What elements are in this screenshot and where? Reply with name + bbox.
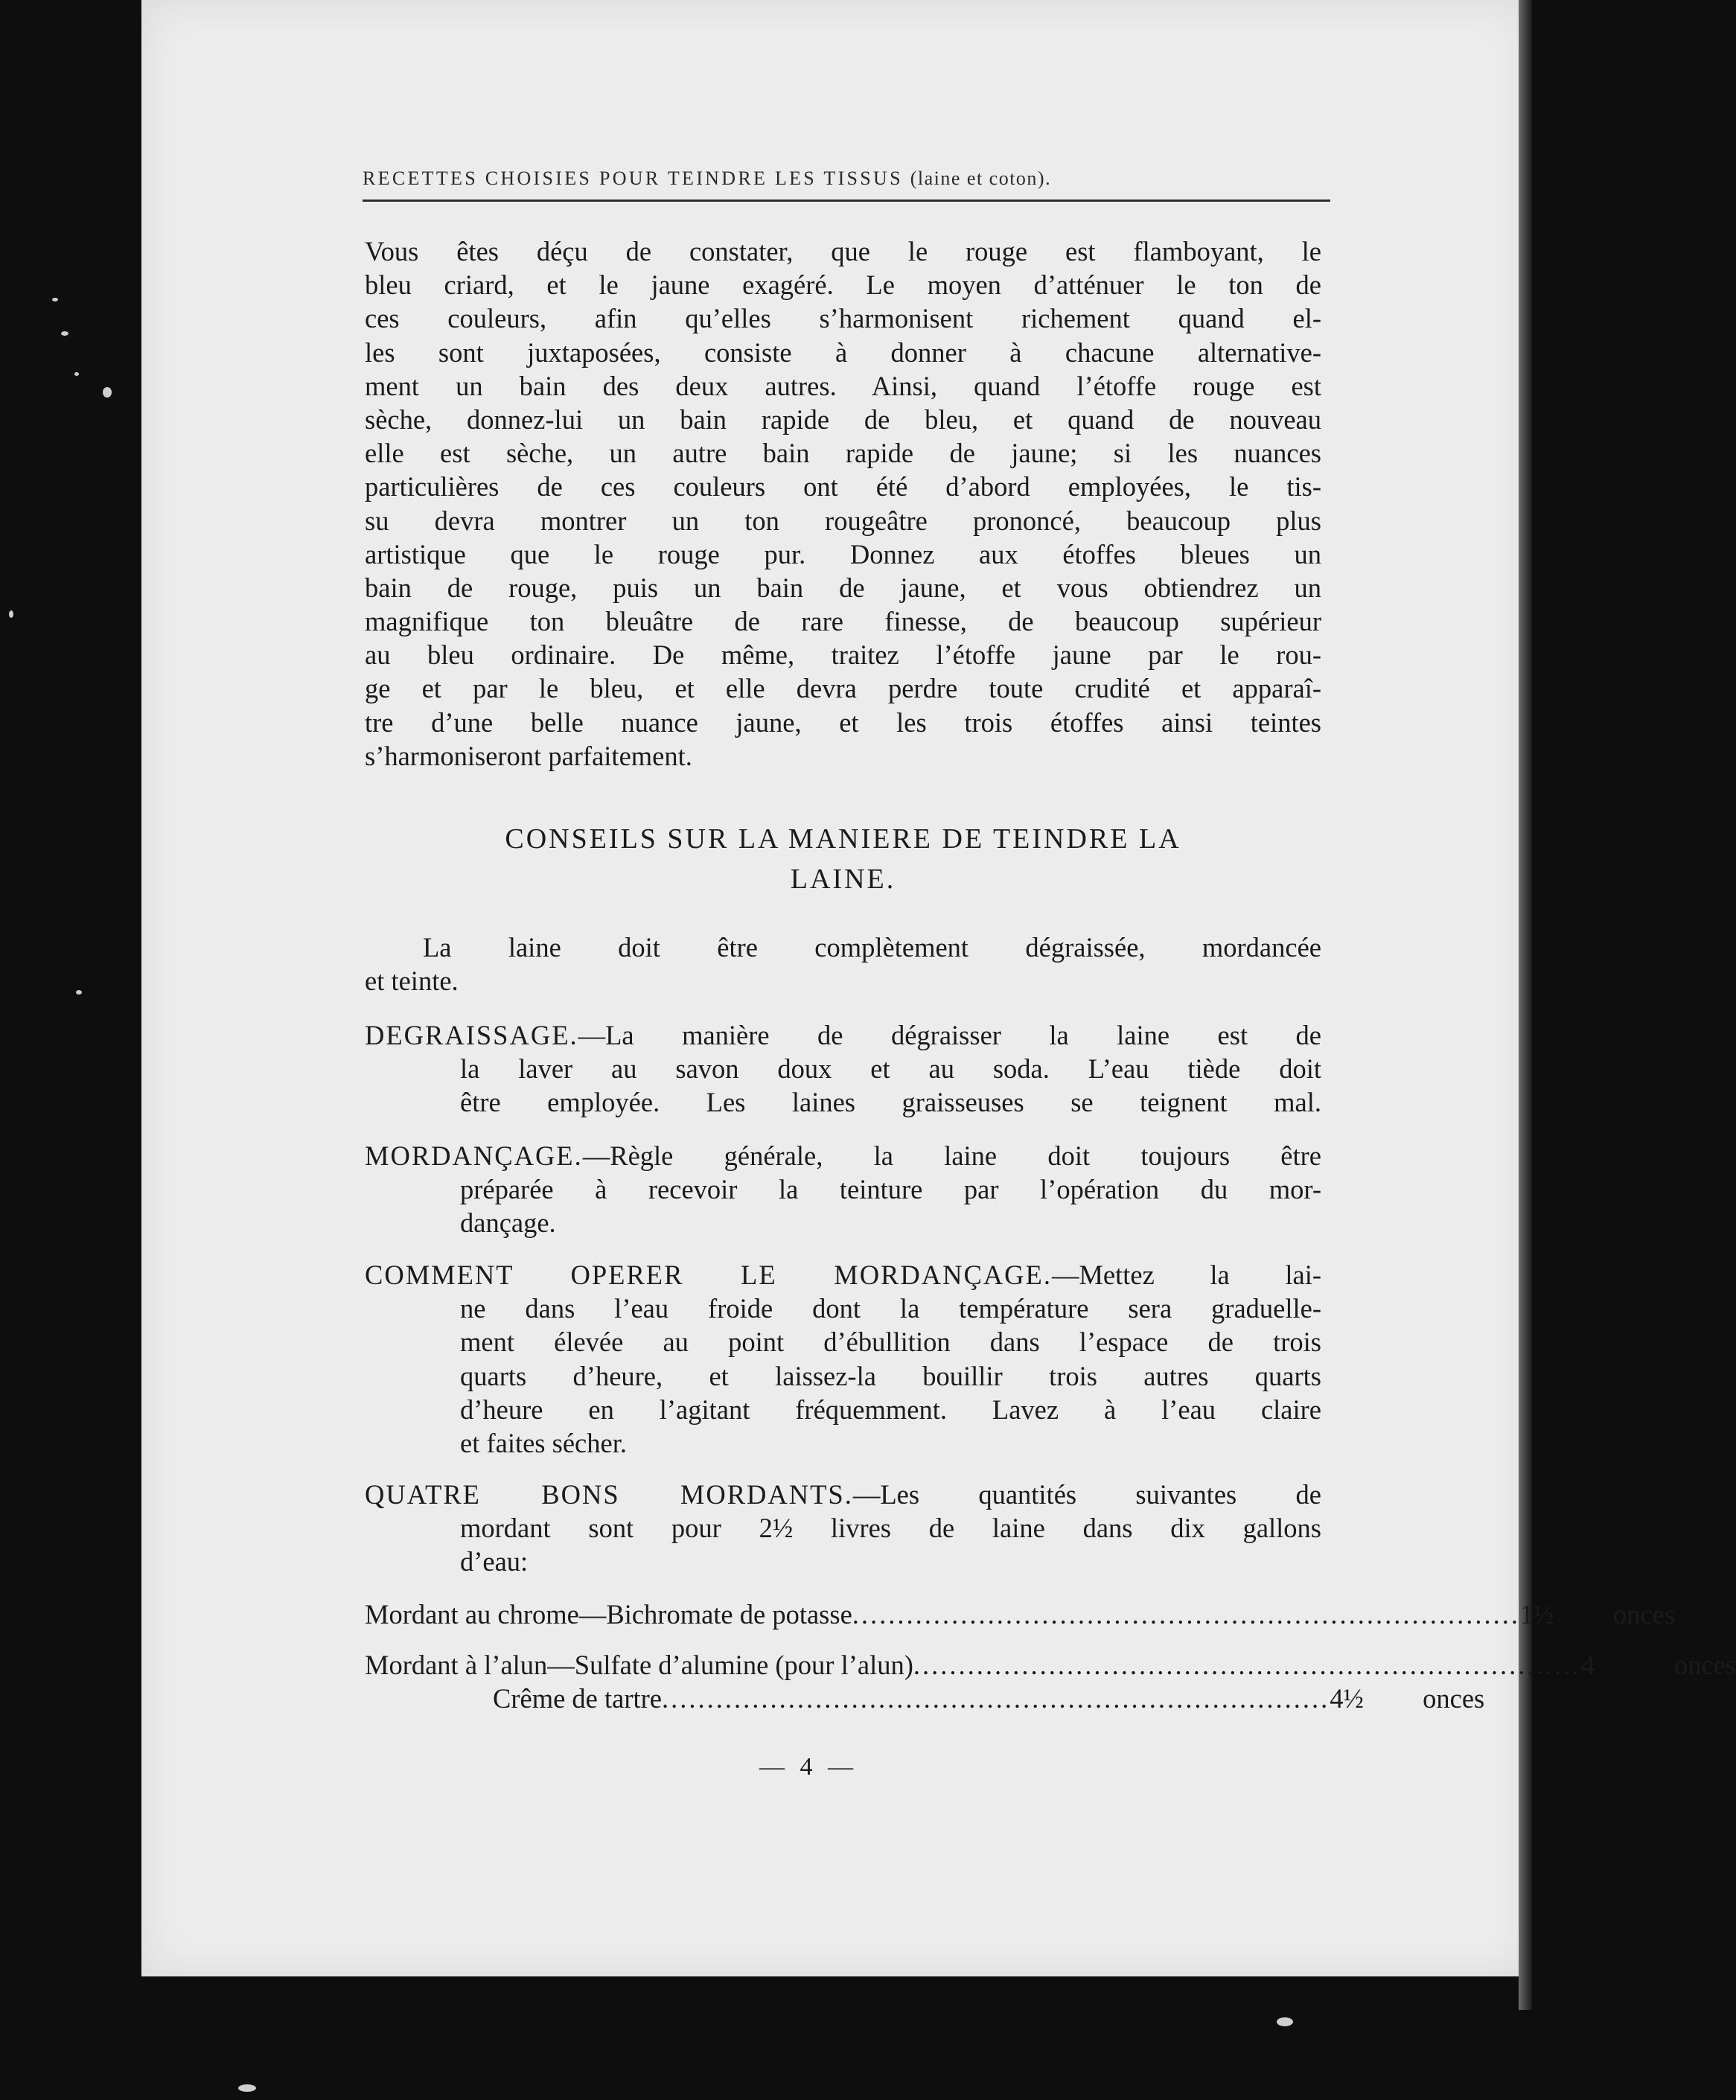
mordant-row-alun xyxy=(365,1648,1736,1682)
paragraph-line: sèche, donnez-lui un bain rapide de bleu, et quand de nouveau xyxy=(365,403,1321,435)
mordant-quantity: 4½ xyxy=(1330,1683,1364,1714)
paragraph-line: elle est sèche, un autre bain rapide de jaune; si les nuances xyxy=(365,438,1321,469)
paragraph-line: au bleu ordinaire. De même, traitez l’étoffe jaune par le rou- xyxy=(365,639,1321,671)
entry-line: être employée. Les laines graisseuses se teignent mal. xyxy=(460,1087,1321,1118)
paragraph-line: tre d’une belle nuance jaune, et les trois étoffes ainsi teintes xyxy=(365,706,1321,738)
paragraph-line: s’harmoniseront parfaitement. xyxy=(365,740,692,771)
mordant-label: Crême de tartre xyxy=(493,1683,662,1714)
entry-text: —La manière de dégraisser la laine est de xyxy=(578,1020,1321,1050)
header-rule xyxy=(363,200,1330,202)
entry-line: mordant sont pour 2½ livres de laine dans dix gallons xyxy=(460,1513,1321,1544)
entry-line: et faites sécher. xyxy=(460,1427,627,1458)
intro-paragraph xyxy=(365,234,1321,773)
leader-dots: .......................................................................... xyxy=(852,1599,1521,1630)
entry-text: —Les quantités suivantes de xyxy=(852,1479,1321,1510)
leader-dots: .......................................................................... xyxy=(661,1683,1330,1714)
paragraph-line: artistique que le rouge pur. Donnez aux étoffes bleues un xyxy=(365,538,1321,569)
entry-line: d’heure en l’agitant fréquemment. Lavez à l’eau claire xyxy=(460,1394,1321,1425)
paragraph-line: ge et par le bleu, et elle devra perdre toute crudité et apparaî- xyxy=(365,673,1321,704)
entry-line: la laver au savon doux et au soda. L’eau tiède doit xyxy=(460,1053,1321,1085)
section-heading-line: CONSEILS SUR LA MANIERE DE TEINDRE LA xyxy=(505,823,1181,855)
entry-line: ment élevée au point d’ébullition dans l’espace de trois xyxy=(460,1327,1321,1358)
paragraph-line: bain de rouge, puis un bain de jaune, et vous obtiendrez un xyxy=(365,572,1321,603)
entry-first-line xyxy=(365,1139,1321,1172)
paragraph-line: et teinte. xyxy=(365,966,459,997)
paragraph-line: les sont juxtaposées, consiste à donner à chacune alternative- xyxy=(365,336,1321,368)
mordant-label: Mordant à l’alun—Sulfate d’alumine (pour l’alun) xyxy=(365,1650,913,1680)
entry-comment-operer xyxy=(365,1258,1321,1460)
section-heading xyxy=(365,819,1321,899)
entry-mordancage xyxy=(365,1139,1321,1240)
entry-line: ne dans l’eau froide dont la température sera graduelle- xyxy=(460,1293,1321,1324)
running-head-title: RECETTES CHOISIES POUR TEINDRE LES TISSUS xyxy=(363,167,903,189)
entry-degraissage xyxy=(365,1018,1321,1120)
paragraph-line: ment un bain des deux autres. Ainsi, quand l’étoffe rouge est xyxy=(365,370,1321,401)
entry-term: COMMENT OPERER LE MORDANÇAGE. xyxy=(365,1260,1052,1290)
paragraph-line: su devra montrer un ton rougeâtre prononcé, beaucoup plus xyxy=(365,505,1321,536)
wool-paragraph xyxy=(365,931,1321,998)
entry-line: dançage. xyxy=(460,1207,556,1239)
entry-first-line xyxy=(365,1478,1321,1511)
entry-text: —Règle générale, la laine doit toujours être xyxy=(582,1140,1321,1171)
running-head-qualifier: (laine et coton). xyxy=(910,167,1052,189)
mordant-unit: onces xyxy=(1423,1683,1485,1714)
entry-term: QUATRE BONS MORDANTS. xyxy=(365,1479,853,1510)
entry-quatre-bons-mordants xyxy=(365,1478,1321,1579)
paragraph-line: magnifique ton bleuâtre de rare finesse, de beaucoup supérieur xyxy=(365,606,1321,637)
mordant-quantity: 4 xyxy=(1581,1650,1595,1680)
mordant-unit: onces xyxy=(1674,1650,1736,1680)
mordant-quantity: 1½ xyxy=(1520,1599,1554,1630)
entry-first-line xyxy=(365,1018,1321,1052)
section-heading-line: LAINE. xyxy=(790,864,896,895)
mordant-label: Mordant au chrome—Bichromate de potasse xyxy=(365,1599,852,1630)
entry-first-line xyxy=(365,1258,1321,1292)
running-head xyxy=(363,167,1341,190)
paragraph-line: bleu criard, et le jaune exagéré. Le moyen d’atténuer le ton de xyxy=(365,269,1321,301)
entry-line: quarts d’heure, et laissez-la bouillir trois autres quarts xyxy=(460,1360,1321,1391)
leader-dots: .......................................................................... xyxy=(913,1650,1582,1680)
entry-term: DEGRAISSAGE. xyxy=(365,1020,578,1050)
mordant-row-creme-de-tartre xyxy=(365,1682,1485,1715)
paragraph-line: La laine doit être complètement dégraissée, mordancée xyxy=(423,932,1321,963)
paragraph-line: particulières de ces couleurs ont été d’abord employées, le tis- xyxy=(365,471,1321,502)
entry-line: préparée à recevoir la teinture par l’opération du mor- xyxy=(460,1174,1321,1205)
paragraph-line: ces couleurs, afin qu’elles s’harmonisent richement quand el- xyxy=(365,303,1321,334)
page-number: — 4 — xyxy=(759,1753,858,1781)
entry-text: —Mettez la lai- xyxy=(1051,1260,1321,1290)
mordant-unit: onces xyxy=(1612,1599,1676,1630)
entry-line: d’eau: xyxy=(460,1546,529,1577)
mordant-row-chrome xyxy=(365,1598,1676,1631)
paragraph-line: Vous êtes déçu de constater, que le rouge est flamboyant, le xyxy=(365,236,1321,267)
entry-term: MORDANÇAGE. xyxy=(365,1140,583,1171)
